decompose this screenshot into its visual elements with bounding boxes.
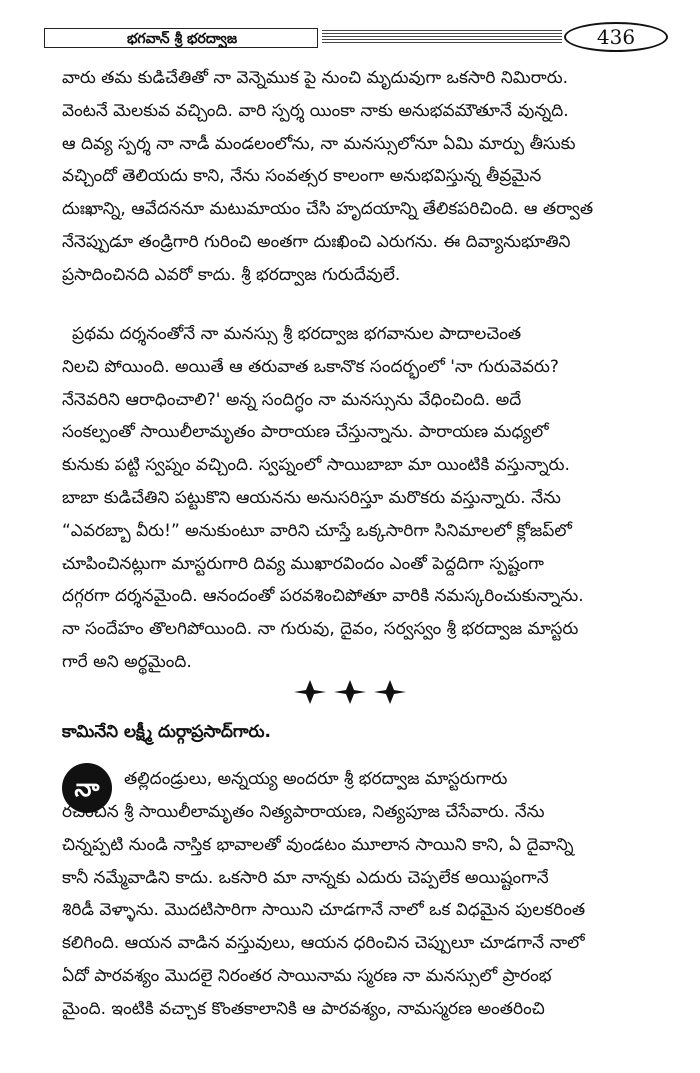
text-line: కునుకు పట్టి స్వప్నం వచ్చింది. స్వప్నంలో సాయిబాబా మా యింటికి వస్తున్నారు. [62,455,570,476]
page-number: 436 [564,22,668,52]
running-title-box [44,28,318,48]
header-rules [322,30,562,46]
text-line: చూపించినట్లుగా మాస్టరుగారి దివ్య ముఖారవిందం ఎంతో పెద్దదిగా స్పష్టంగా [62,553,544,574]
text-line: కలిగింది. ఆయన వాడిన వస్తువులు, ఆయన ధరించిన చెప్పులూ చూడగానే నాలో [62,933,585,954]
text-line: రచించిన శ్రీ సాయిలీలామృతం నిత్యపారాయణ, నిత్యపూజ చేసేవారు. నేను [62,802,545,822]
section-heading: కామినేని లక్ష్మీ దుర్గాప్రసాద్‌గారు. [62,722,271,742]
ornament-star [334,680,366,704]
text-line: వచ్చిందో తెలియదు కాని, నేను సంవత్సర కాలంగా అనుభవిస్తున్న తీవ్రమైన [62,166,542,187]
text-line: ఆ దివ్య స్పర్శ నా నాడీ మండలంలోను, నా మనస్సులోనూ ఏమి మార్పు తీసుకు [62,133,576,154]
text-line: నేనెవరిని ఆరాధించాలి?' అన్న సందిగ్ధం నా మనస్సును వేధించింది. అదే [62,389,522,410]
text-line: శిరిడీ వెళ్ళాను. మొదటిసారిగా సాయిని చూడగానే నాలో ఒక విధమైన పులకరింత [62,900,586,921]
section-separator-ornament [292,680,408,704]
ornament-star [374,680,406,704]
text-line: దగ్గరగా దర్శనమైంది. ఆనందంతో పరవశించిపోతూ వారికి నమస్కరించుకున్నాను. [62,586,584,607]
text-line: నేనెప్పుడూ తండ్రిగారి గురించి అంతగా దుఃఖించి ఎరుగను. ఈ దివ్యానుభూతిని [62,231,571,252]
text-line: చిన్నప్పటి నుండి నాస్తిక భావాలతో వుండటం మూలాన సాయిని కాని, ఏ దైవాన్ని [62,834,574,855]
page-header [44,22,672,52]
text-line: దుఃఖాన్ని, ఆవేదననూ మటుమాయం చేసి హృదయాన్ని తేలికపరిచింది. ఆ తర్వాత [62,199,594,220]
ornament-star [294,680,326,704]
paragraph-3 [62,796,658,1026]
text-line: ఏదో పారవశ్యం మొదలై నిరంతర సాయినామ స్మరణ నా మనస్సులో ప్రారంభ [62,965,552,986]
text-line: ప్రసాదించినది ఎవరో కాదు. శ్రీ భరద్వాజ గురుదేవులే. [62,264,401,285]
paragraph-3-intro [124,763,658,796]
text-line: ప్రథమ దర్శనంతోనే నా మనస్సు శ్రీ భరద్వాజ భగవానుల పాదాలచెంత [72,324,522,344]
text-line: వెంటనే మెలకువ వచ్చింది. వారి స్పర్శ యింకా నాకు అనుభవమౌతూనే వున్నది. [62,100,569,121]
text-line: తల్లిదండ్రులు, అన్నయ్య అందరూ శ్రీ భరద్వాజ మాస్టరుగారు [124,769,508,789]
text-line: సంకల్పంతో సాయిలీలామృతం పారాయణ చేస్తున్నాను. పారాయణ మధ్యలో [62,422,549,443]
paragraph-1 [62,62,658,292]
text-line: మైంది. ఇంటికి వచ్చాక కొంతకాలానికి ఆ పారవశ్యం, నామస్మరణ అంతరించి [62,998,545,1019]
text-line: నా సందేహం తొలగిపోయింది. నా గురువు, దైవం, సర్వస్వం శ్రీ భరద్వాజ మాస్టరు [62,619,579,640]
drop-cap: నా [62,763,112,813]
running-title: భగవాన్ శ్రీ భరద్వాజ [126,31,238,47]
text-line: గారే అని అర్థమైంది. [62,651,192,672]
paragraph-2 [62,318,658,679]
text-line: కానీ నమ్మేవాడిని కాదు. ఒకసారి మా నాన్నకు ఎదురు చెప్పలేక అయిష్టంగానే [62,867,549,888]
text-line: బాబా కుడిచేతిని పట్టుకొని ఆయనను అనుసరిస్తూ మరొకరు వస్తున్నారు. నేను [62,487,561,508]
text-line: నిలచి పోయింది. అయితే ఆ తరువాత ఒకానొక సందర్భంలో 'నా గురువెవరు? [62,356,559,377]
text-line: వారు తమ కుడిచేతితో నా వెన్నెముక పై నుంచి మృదువుగా ఒకసారి నిమిరారు. [62,68,569,88]
text-line: “ఎవరబ్బా వీరు!” అనుకుంటూ వారిని చూస్తే ఒక్కసారిగా సినిమాలలో క్లోజప్‌లో [62,520,572,541]
